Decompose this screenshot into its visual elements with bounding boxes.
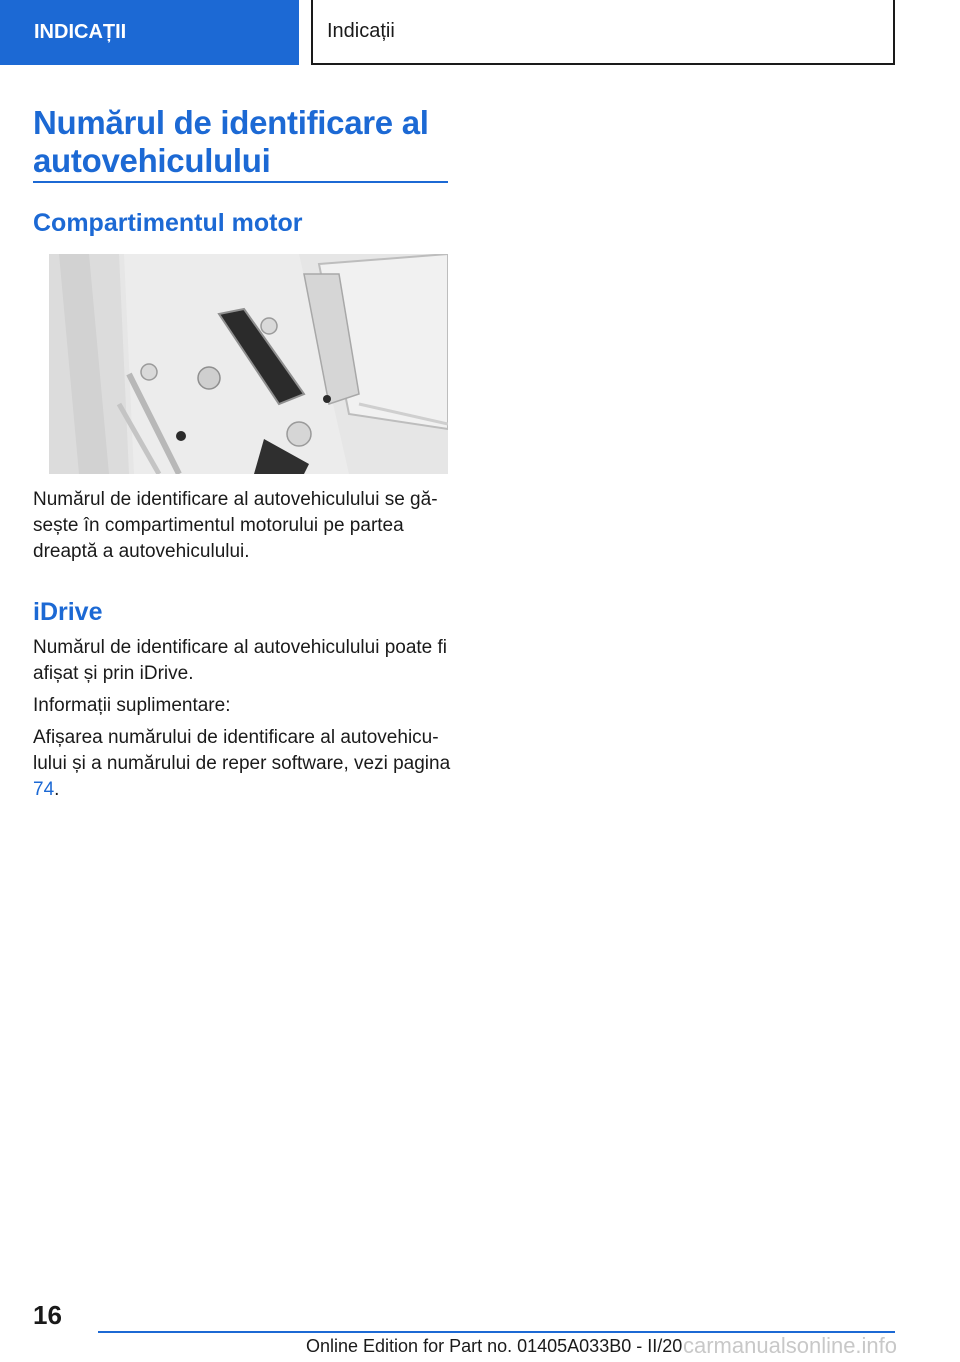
cross-reference-paragraph: Afișarea numărului de identificare al autovehiculului și a numărului de reper software, vezi pagina 74. [33, 727, 451, 800]
running-title: Indicații [311, 0, 895, 65]
engine-compartment-text: Numărul de identificare al autovehiculului se găsește în compartimentul motorului pe partea dreaptă a autovehiculului. [33, 489, 438, 562]
idrive-text [33, 635, 453, 803]
page-title: Numărul de identificare al autovehiculului [33, 104, 429, 179]
section-tab: INDICAȚII [0, 0, 299, 65]
engine-compartment-illustration [49, 254, 448, 474]
idrive-paragraph: Numărul de identificare al autovehiculului poate fi afișat și prin iDrive. [33, 637, 448, 684]
edition-info: Online Edition for Part no. 01405A033B0 - II/20 [306, 1336, 683, 1356]
title-divider [33, 181, 448, 183]
heading-idrive: iDrive [33, 598, 103, 626]
heading-engine-compartment: Compartimentul motor [33, 209, 303, 237]
additional-info-label: Informații suplimentare: [33, 695, 231, 716]
watermark: carmanualsonline.info [683, 1333, 898, 1358]
page-number: 16 [33, 1300, 62, 1330]
page-link[interactable]: 74 [33, 779, 55, 800]
